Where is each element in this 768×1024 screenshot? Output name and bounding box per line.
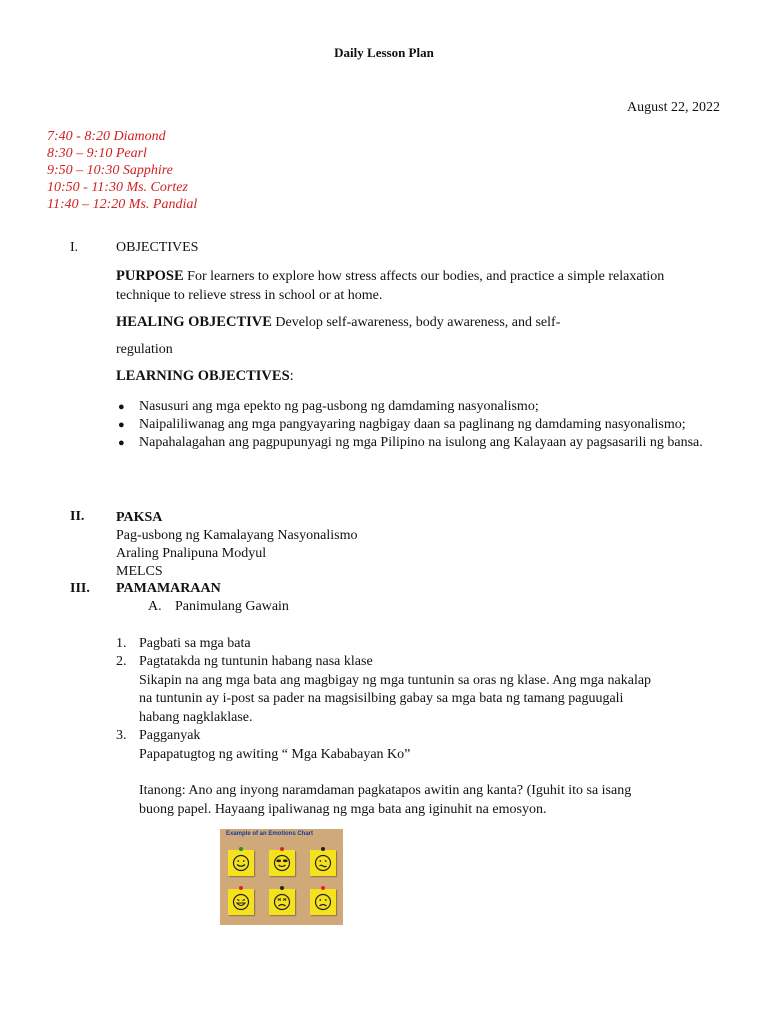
paksa-line: MELCS	[116, 564, 163, 579]
document-title: Daily Lesson Plan	[334, 45, 434, 60]
section-heading-paksa: PAKSA	[116, 510, 163, 525]
schedule-entry: 9:50 – 10:30 Sapphire	[47, 163, 173, 178]
list-item: 1. Pagbati sa mga bata	[116, 636, 251, 651]
happy-face-icon	[228, 850, 254, 876]
confused-face-icon	[310, 850, 336, 876]
emotions-chart-caption: Example of an Emotions Chart	[226, 831, 314, 837]
purpose-text-cont: technique to relieve stress in school or at home.	[116, 288, 383, 303]
sad-face-icon	[310, 889, 336, 915]
paksa-line: Araling Pnalipuna Modyul	[116, 546, 267, 561]
purpose-label: PURPOSE	[116, 268, 184, 284]
section-heading-objectives: OBJECTIVES	[116, 240, 199, 255]
purpose-text: For learners to explore how stress affects our bodies, and practice a simple relaxation	[183, 269, 665, 284]
bullet-icon: ●	[118, 419, 125, 431]
class-schedule	[47, 128, 197, 213]
paksa-line: Pag-usbong ng Kamalayang Nasyonalismo	[116, 528, 358, 543]
laughing-face-icon	[228, 889, 254, 915]
healing-text: Develop self-awareness, body awareness, and self-	[271, 315, 561, 330]
cool-face-icon	[269, 850, 295, 876]
list-item: ● Naipaliliwanag ang mga pangyayaring nagbigay daan sa paglinang ng damdaming nasyonalismo;	[118, 417, 686, 432]
section-heading-pamamaraan: PAMAMARAAN	[116, 581, 221, 596]
list-item: ● Napahalagahan ang pagpupunyagi ng mga Pilipino na isulong ang Kalayaan ay pagsasarili ng bansa.	[118, 435, 703, 450]
learning-objectives-heading	[116, 368, 294, 385]
document-date: August 22, 2022	[627, 100, 720, 115]
list-item: 3. Pagganyak Papapatugtog ng awiting “ Mga Kababayan Ko”	[116, 728, 411, 762]
list-item: 2. Pagtatakda ng tuntunin habang nasa klase Sikapin na ang mga bata ang magbigay ng mga tuntunin sa oras ng klase. Ang mga nakalap na tuntunin ay i-post sa pader na magsisilbing gabay sa mga bata ng tamang paguugali habang nagklaklase.	[116, 654, 652, 725]
paksa-block	[116, 509, 357, 581]
schedule-entry: 11:40 – 12:20 Ms. Pandial	[47, 197, 198, 212]
healing-label: HEALING OBJECTIVE	[116, 314, 272, 330]
angry-face-icon	[269, 889, 295, 915]
bullet-icon: ●	[118, 401, 125, 413]
list-item: ● Nasusuri ang mga epekto ng pag-usbong ng damdaming nasyonalismo;	[118, 399, 539, 414]
bullet-icon: ●	[118, 437, 125, 449]
emotions-chart-image	[220, 829, 343, 925]
sub-heading: Panimulang Gawain	[175, 599, 289, 614]
section-number-3: III.	[70, 581, 90, 596]
healing-objective	[116, 313, 726, 332]
learning-colon: :	[289, 368, 294, 384]
sub-letter: A.	[148, 599, 162, 614]
itanong-paragraph: Itanong: Ano ang inyong naramdaman pagkatapos awitin ang kanta? (Iguhit ito sa isang buong papel. Hayaang ipaliwanag ng mga bata ang iginuhit na emosyon.	[139, 783, 632, 817]
schedule-entry: 8:30 – 9:10 Pearl	[47, 146, 147, 161]
section-number-1: I.	[70, 240, 79, 255]
learning-label: LEARNING OBJECTIVES	[116, 368, 290, 384]
objectives-list	[116, 398, 726, 452]
purpose-paragraph	[116, 267, 726, 305]
section-number-2: II.	[70, 509, 85, 524]
healing-text-cont: regulation	[116, 342, 173, 357]
schedule-entry: 7:40 - 8:20 Diamond	[47, 129, 166, 144]
schedule-entry: 10:50 - 11:30 Ms. Cortez	[47, 180, 188, 195]
